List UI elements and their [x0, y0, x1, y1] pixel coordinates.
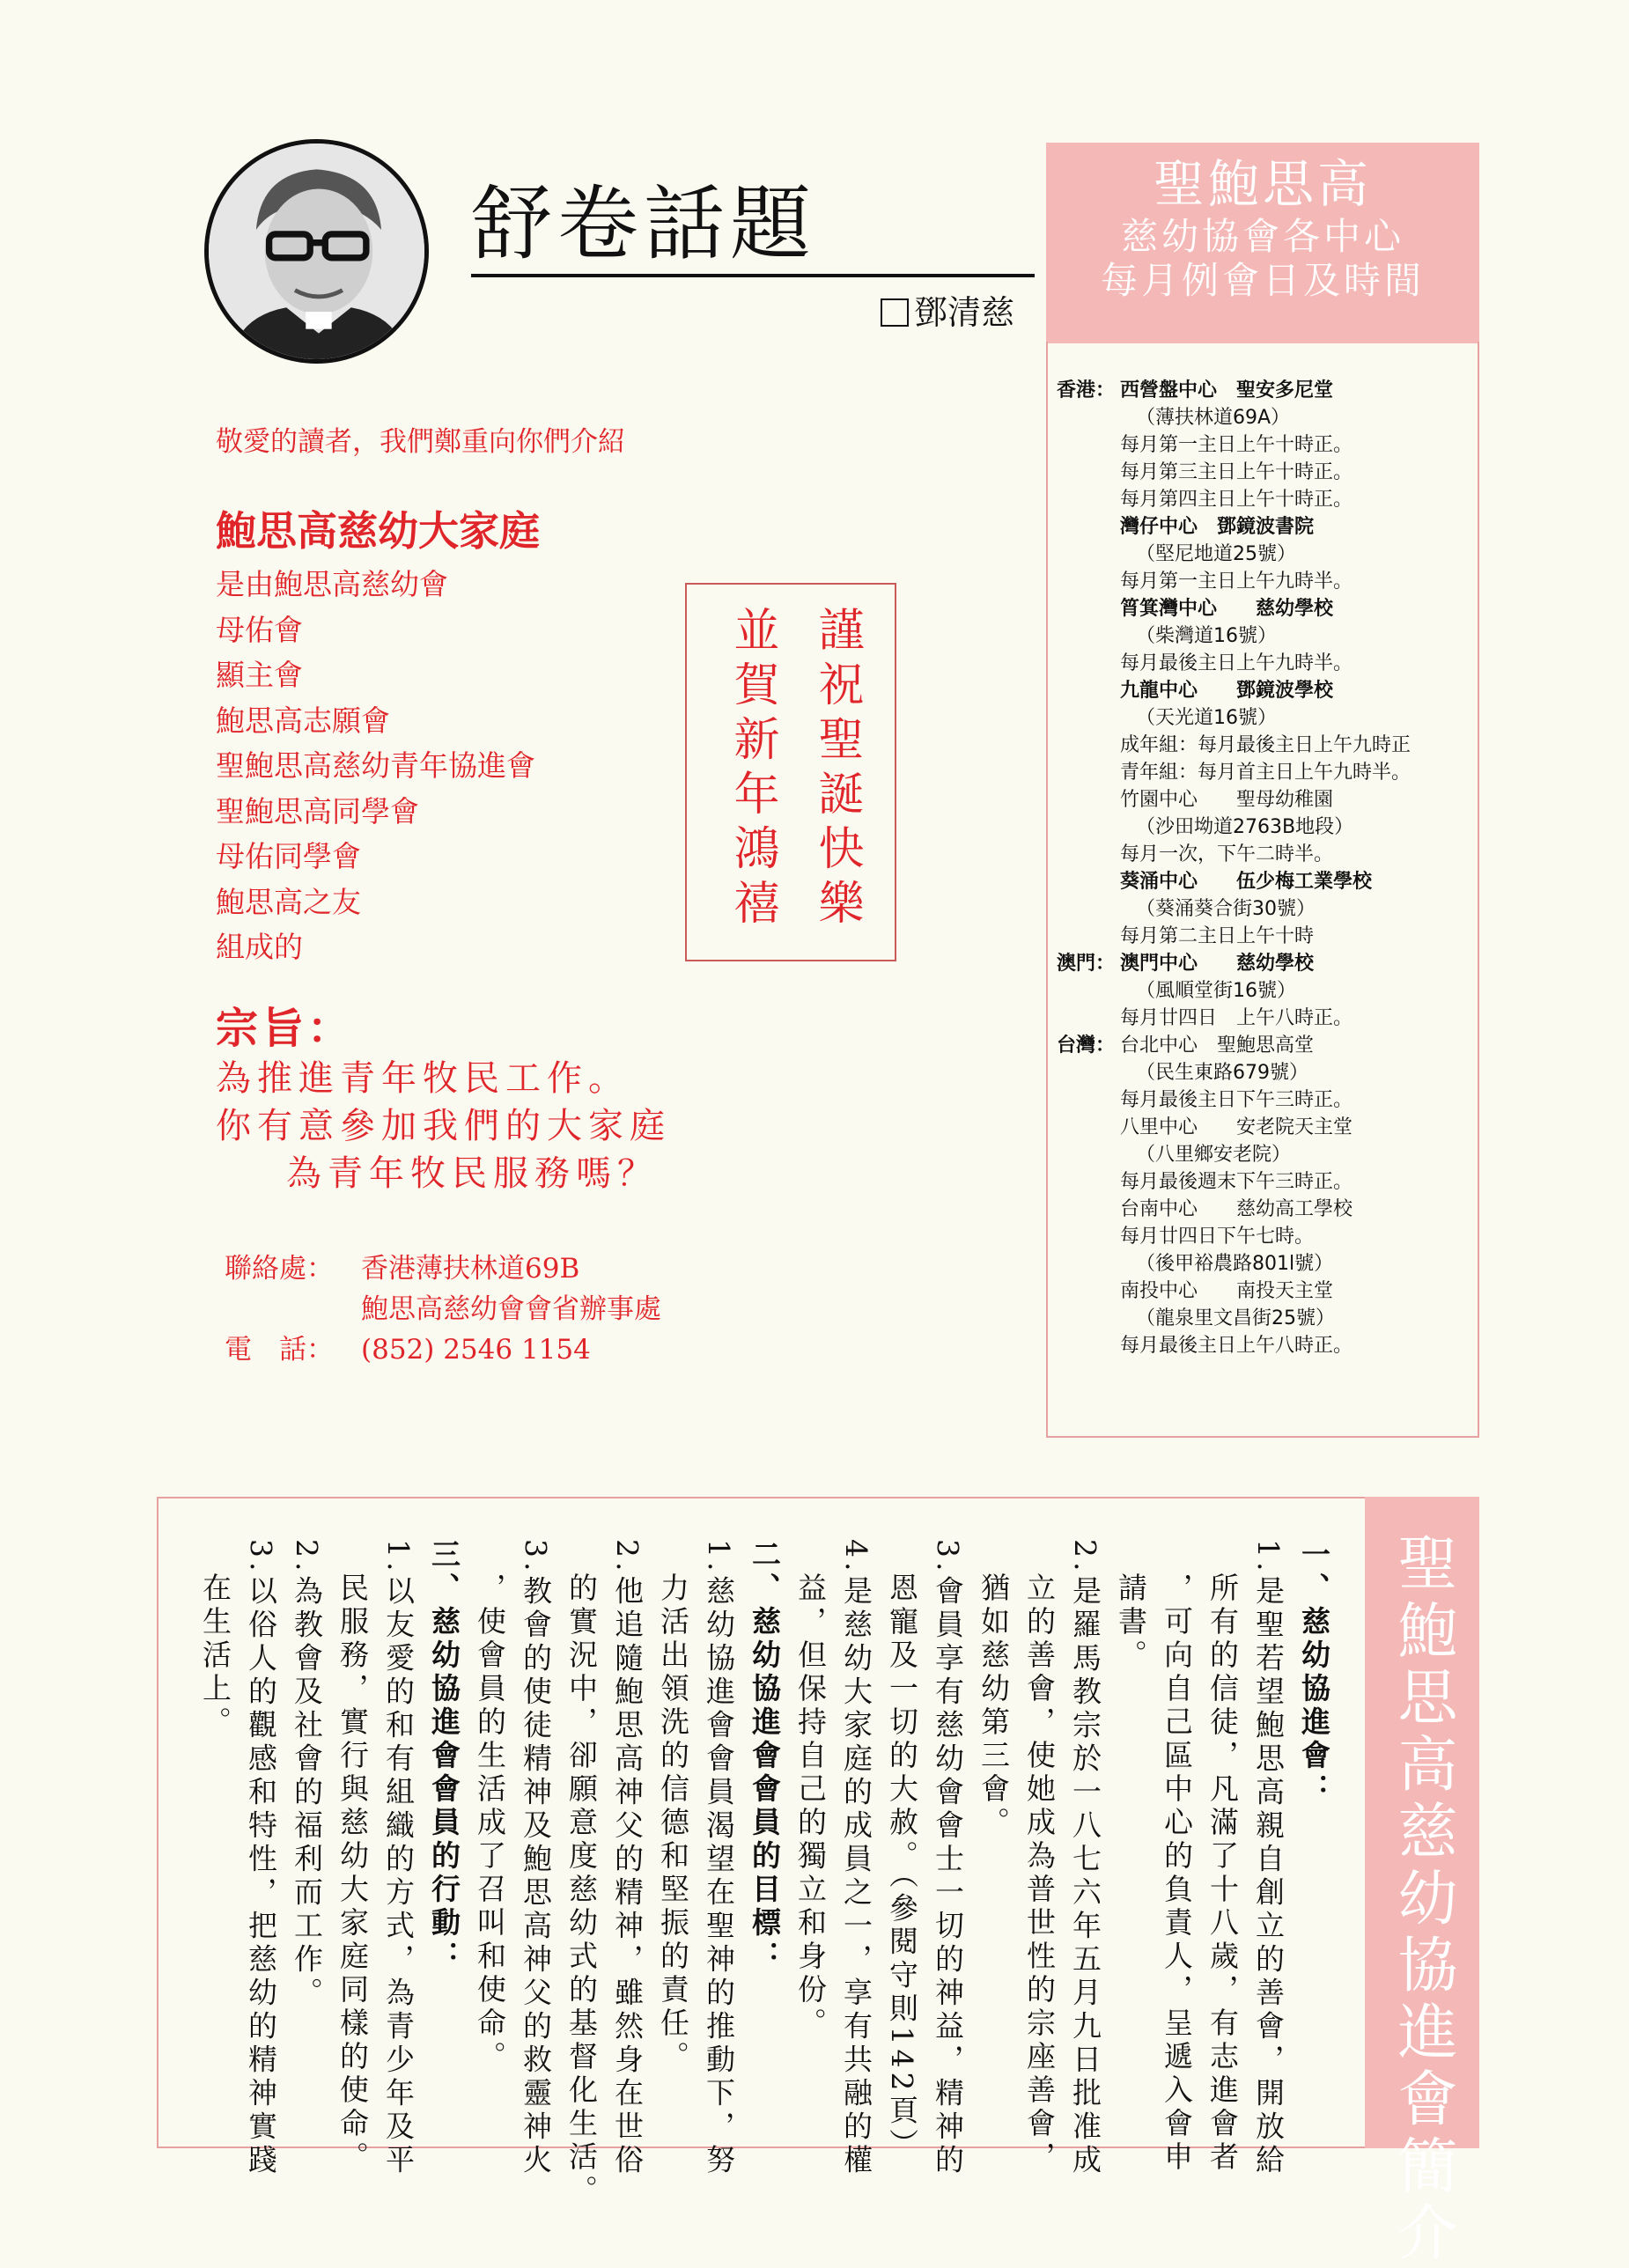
introduction-line: 3.會員享有慈幼會會士一切的神益，精神的 — [931, 1539, 965, 2178]
schedule-entry: 青年組：每月首主日上午九時半。 — [1120, 762, 1412, 784]
introduction-line: 1.是聖若望鮑思高親自創立的善會，開放給 — [1251, 1539, 1286, 2178]
column-title: 舒卷話題 — [471, 177, 817, 271]
member-item: 鮑思高志願會 — [216, 703, 390, 738]
schedule-entry: 每月第一主日上午十時正。 — [1120, 434, 1353, 456]
schedule-entry: （天光道16號） — [1136, 707, 1277, 729]
member-item: 聖鮑思高慈幼青年協進會 — [216, 748, 535, 783]
purpose-line: 你有意參加我們的大家庭 — [216, 1106, 671, 1146]
introduction-line: 民服務，實行與慈幼大家庭同樣的使命。 — [335, 1539, 370, 2175]
portrait-illustration — [209, 144, 424, 359]
schedule-entry: 竹園中心 聖母幼稚園 — [1120, 789, 1334, 811]
schedule-entry: 筲箕灣中心 慈幼學校 — [1120, 598, 1334, 620]
schedule-entry: 每月第一主日上午九時半。 — [1120, 571, 1353, 593]
introduction-line: 猶如慈幼第三會。 — [977, 1539, 1011, 1840]
phone-label: 電 話： — [225, 1334, 334, 1366]
schedule-entry: 每月一次，下午二時半。 — [1120, 843, 1334, 865]
introduction-text — [198, 1539, 1337, 2208]
introduction-line: 力活出領洗的信德和堅振的責任。 — [656, 1539, 690, 2074]
introduction-heading: 一、慈幼協進會： — [1297, 1539, 1331, 1807]
schedule-title: 聖鮑思高 — [1153, 154, 1372, 214]
schedule-entry: 九龍中心 鄧鏡波學校 — [1120, 680, 1334, 702]
schedule-entry: （風順堂街16號） — [1136, 980, 1296, 1002]
introduction-side-panel — [1365, 1497, 1479, 2268]
schedule-entry: 澳門中心 慈幼學校 — [1120, 953, 1315, 975]
introduction-line: 3.教會的使徒精神及鮑思高神父的救靈神火 — [519, 1539, 553, 2178]
contact-label: 聯絡處： — [225, 1253, 334, 1285]
purpose-heading: 宗旨： — [216, 1004, 354, 1053]
schedule-header — [1046, 143, 1479, 343]
member-item: 鮑思高之友 — [216, 884, 361, 919]
schedule-entry: 每月最後週末下午三時正。 — [1120, 1171, 1353, 1193]
schedule-entry: 葵涌中心 伍少梅工業學校 — [1120, 871, 1373, 893]
schedule-region: 台灣： — [1057, 1035, 1116, 1057]
member-item: 母佑同學會 — [216, 839, 361, 873]
contact-info — [225, 1248, 661, 1370]
introduction-line: 益，但保持自己的獨立和身份。 — [793, 1539, 828, 2041]
introduction-title: 聖鮑思高慈幼協進會簡介 — [1388, 1532, 1457, 2268]
introduction-line: 1.慈幼協進會會員渴望在聖神的推動下，努 — [702, 1539, 736, 2178]
contact-address-1: 香港薄扶林道69B — [361, 1253, 580, 1285]
intro-text: 敬愛的讀者，我們鄭重向你們介紹 — [216, 426, 625, 458]
author-portrait — [204, 139, 429, 364]
introduction-line: 3.以俗人的觀感和特性，把慈幼的精神實踐 — [244, 1539, 278, 2178]
family-heading: 鮑思高慈幼大家庭 — [216, 507, 540, 555]
schedule-entry: （龍泉里文昌街25號） — [1136, 1307, 1335, 1329]
schedule-region: 澳門： — [1057, 953, 1116, 975]
greeting-line: 謹祝聖誕快樂 — [810, 606, 863, 933]
member-item: 是由鮑思高慈幼會 — [216, 567, 448, 601]
author-byline — [881, 293, 1014, 332]
member-item: 顯主會 — [216, 658, 303, 692]
schedule-entry: （堅尼地道25號） — [1136, 543, 1296, 565]
byline-box-icon — [881, 298, 909, 327]
schedule-entry: （葵涌葵合街30號） — [1136, 898, 1316, 920]
schedule-entry: （薄扶林道69A） — [1136, 407, 1291, 429]
schedule-entry: 八里中心 安老院天主堂 — [1120, 1116, 1353, 1138]
introduction-heading: 三、慈幼協進會會員的行動： — [427, 1539, 461, 1974]
schedule-subtitle: 每月例會日及時間 — [1100, 259, 1425, 302]
schedule-entry: （沙田坳道2763B地段） — [1136, 816, 1354, 838]
schedule-entry: 每月第二主日上午十時 — [1120, 925, 1315, 947]
introduction-line: 立的善會，使她成為普世性的宗座善會， — [1022, 1539, 1057, 2175]
schedule-entry: 每月最後主日上午八時正。 — [1120, 1335, 1353, 1357]
greeting-line: 並賀新年鴻禧 — [726, 606, 778, 933]
introduction-line: ，可向自己區中心的負責人，呈遞入會申 — [1160, 1539, 1194, 2175]
schedule-subtitle: 慈幼協會各中心 — [1120, 215, 1404, 258]
introduction-line: 2.他追隨鮑思高神父的精神，雖然身在世俗 — [610, 1539, 645, 2178]
schedule-entry: 每月廿四日下午七時。 — [1120, 1226, 1315, 1248]
schedule-entry: 每月第三主日上午十時正。 — [1120, 461, 1353, 483]
schedule-entry: 台北中心 聖鮑思高堂 — [1120, 1035, 1315, 1057]
schedule-entry: 每月最後主日下午三時正。 — [1120, 1089, 1353, 1111]
header-rule — [471, 274, 1035, 277]
schedule-region: 香港： — [1057, 379, 1116, 401]
schedule-entry: （八里鄉安老院） — [1136, 1144, 1292, 1166]
member-item: 聖鮑思高同學會 — [216, 793, 419, 828]
schedule-entry: （柴灣道16號） — [1136, 625, 1277, 647]
introduction-line: 2.為教會及社會的福利而工作。 — [290, 1539, 324, 2011]
purpose-line: 為推進青年牧民工作。 — [216, 1058, 630, 1099]
schedule-entry: （後甲裕農路801l號） — [1136, 1253, 1334, 1275]
introduction-line: 請書。 — [1114, 1539, 1148, 1673]
contact-address-2: 鮑思高慈幼會會省辦事處 — [361, 1293, 661, 1325]
schedule-entry: 台南中心 慈幼高工學校 — [1120, 1198, 1353, 1220]
introduction-line: 的實況中，卻願意度慈幼式的基督化生活。 — [564, 1539, 599, 2208]
introduction-line: 恩寵及一切的大赦。（參閱守則142頁） — [885, 1539, 919, 2162]
schedule-entry: （民生東路679號） — [1136, 1062, 1308, 1084]
phone-number: (852) 2546 1154 — [361, 1334, 591, 1366]
member-list — [216, 562, 535, 970]
purpose-line: 為青年牧民服務嗎？ — [286, 1153, 659, 1194]
author-name: 鄧清慈 — [914, 293, 1015, 332]
schedule-entry: 每月廿四日 上午八時正。 — [1120, 1007, 1353, 1029]
greeting-box — [685, 583, 896, 961]
schedule-entry: 成年組：每月最後主日上午九時正 — [1120, 734, 1412, 756]
introduction-line: ，使會員的生活成了召叫和使命。 — [473, 1539, 507, 2074]
purpose-text — [216, 1055, 671, 1197]
member-item: 母佑會 — [216, 612, 303, 647]
schedule-entry: 灣仔中心 鄧鏡波書院 — [1120, 516, 1315, 538]
member-item: 組成的 — [216, 930, 303, 964]
schedule-entry: 南投中心 南投天主堂 — [1120, 1280, 1334, 1302]
schedule-entry: 每月最後主日上午九時半。 — [1120, 652, 1353, 674]
introduction-line: 4.是慈幼大家庭的成員之一，享有共融的權 — [839, 1539, 873, 2178]
schedule-entry: 每月第四主日上午十時正。 — [1120, 489, 1353, 511]
introduction-line: 所有的信徒，凡滿了十八歲，有志進會者 — [1205, 1539, 1240, 2175]
introduction-line: 1.以友愛的和有組織的方式，為青少年及平 — [381, 1539, 416, 2178]
introduction-heading: 二、慈幼協進會會員的目標： — [748, 1539, 782, 1974]
schedule-entry: 西營盤中心 聖安多尼堂 — [1120, 379, 1334, 401]
introduction-line: 2.是羅馬教宗於一八七六年五月九日批准成 — [1068, 1539, 1102, 2178]
introduction-line: 在生活上。 — [198, 1539, 232, 1740]
